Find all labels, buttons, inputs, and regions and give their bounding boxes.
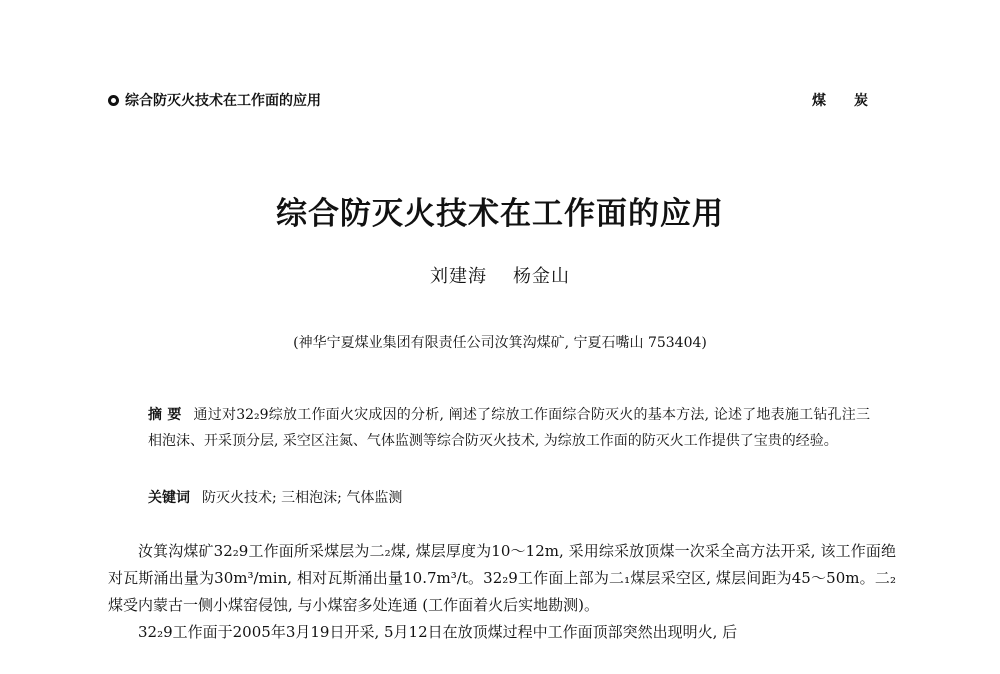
running-title-text: 综合防灭火技术在工作面的应用 xyxy=(125,93,321,109)
bullet-icon xyxy=(108,95,119,106)
author-list xyxy=(0,262,1000,288)
body-text xyxy=(108,538,896,646)
page-header xyxy=(108,90,896,114)
author-name: 刘建海 xyxy=(430,266,487,287)
journal-name: 煤炭 xyxy=(812,93,896,109)
keywords-text: 防灭火技术; 三相泡沫; 气体监测 xyxy=(202,490,403,506)
running-title xyxy=(108,90,321,110)
body-paragraph: 汝箕沟煤矿32₂9工作面所采煤层为二₂煤, 煤层厚度为10～12m, 采用综采放顶煤一次采全高方法开采, 该工作面绝对瓦斯涌出量为30m³/min, 相对瓦斯涌出量10.7m³/t。32₂9工作面上部为二₁煤层采空区, 煤层间距为45～50m。二₂煤受内蒙古一侧小煤窑侵蚀, 与小煤窑多处连通 (工作面着火后实地勘测)。 xyxy=(108,542,896,614)
body-paragraph: 32₂9工作面于2005年3月19日开采, 5月12日在放顶煤过程中工作面顶部突然出现明火, 后 xyxy=(138,623,738,641)
keywords xyxy=(148,486,870,510)
keywords-label: 关键词 xyxy=(148,490,190,506)
paper-title: 综合防灭火技术在工作面的应用 xyxy=(276,196,724,232)
abstract xyxy=(148,402,870,454)
affiliation: (神华宁夏煤业集团有限责任公司汝箕沟煤矿, 宁夏石嘴山 753404) xyxy=(293,335,707,351)
abstract-text: 通过对32₂9综放工作面火灾成因的分析, 阐述了综放工作面综合防灭火的基本方法, 论述了地表施工钻孔注三相泡沫、开采顶分层, 采空区注氮、气体监测等综合防灭火技术, 为综放工作面的防灭火工作提供了宝贵的经验。 xyxy=(148,407,870,449)
abstract-label: 摘 要 xyxy=(148,407,182,423)
author-name: 杨金山 xyxy=(513,266,570,287)
